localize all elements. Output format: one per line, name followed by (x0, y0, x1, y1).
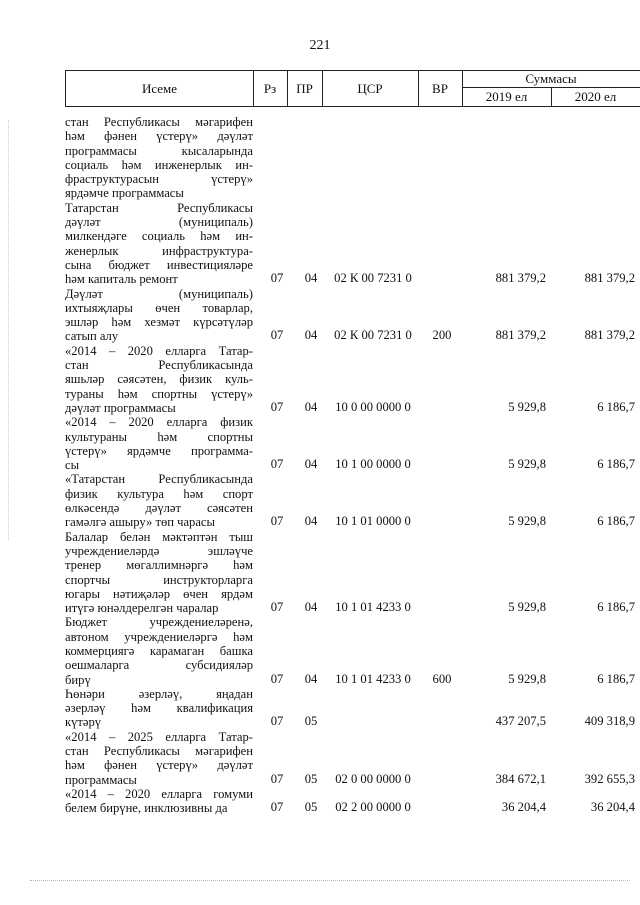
table-row (65, 201, 640, 287)
row-name-line: социаль һәм инженерлык ин- (65, 157, 253, 172)
row-pr: 04 (304, 671, 318, 686)
header-name (65, 70, 254, 107)
row-name-line: тураны һәм спортны үстерү» (65, 386, 253, 401)
table-row (65, 615, 640, 686)
row-name-line: Татарстан Республикасы (65, 200, 253, 215)
row-sum-2019: 5 929,8 (508, 600, 546, 615)
row-name-line: сына бюджет инвестицияләре (65, 257, 253, 272)
row-name-line: һәм капиталь ремонт (65, 272, 178, 287)
row-name (65, 201, 253, 287)
row-pr: 04 (304, 399, 318, 414)
row-pr: 05 (304, 771, 318, 786)
row-name-line: сы (65, 458, 80, 473)
row-rz: 07 (270, 271, 284, 286)
row-csr: 10 0 00 0000 0 (335, 399, 411, 414)
row-sum-2019: 5 929,8 (508, 399, 546, 414)
row-pr: 04 (304, 514, 318, 529)
row-name-line: культураны һәм спортны (65, 429, 253, 444)
header-csr (322, 70, 419, 107)
row-name (65, 530, 253, 616)
row-rz: 07 (270, 671, 284, 686)
row-sum-2019: 5 929,8 (508, 671, 546, 686)
header-2020-label: 2020 ел (574, 88, 617, 104)
row-sum-2019: 384 672,1 (495, 771, 546, 786)
row-rz: 07 (270, 600, 284, 615)
row-name-line: дәүләт программасы (65, 400, 176, 415)
row-name (65, 730, 253, 787)
table-row (65, 787, 640, 816)
row-name-line: спортчы инструкторларга (65, 572, 253, 587)
row-name-line: «2014 – 2025 елларга Татар- (65, 729, 253, 744)
row-sum-2020: 6 186,7 (597, 600, 635, 615)
table-body (65, 115, 640, 816)
row-name-line: ихтыяҗлары өчен товарлар, (65, 300, 253, 315)
table-row (65, 530, 640, 616)
header-pr-label: ПР (296, 80, 313, 96)
row-rz: 07 (270, 457, 284, 472)
row-pr: 04 (304, 328, 318, 343)
row-sum-2019: 5 929,8 (508, 457, 546, 472)
row-name (65, 615, 253, 686)
row-name-line: «Татарстан Республикасында (65, 472, 253, 487)
row-name-line: Һөнәри әзерләү, яңадан (65, 686, 253, 701)
row-name-line: программасы (65, 772, 137, 787)
row-name-line: сатып алу (65, 329, 119, 344)
row-pr: 04 (304, 271, 318, 286)
table-row (65, 472, 640, 529)
row-sum-2020: 6 186,7 (597, 457, 635, 472)
row-csr: 10 1 00 0000 0 (335, 457, 411, 472)
row-sum-2020: 6 186,7 (597, 671, 635, 686)
row-csr: 10 1 01 4233 0 (335, 671, 411, 686)
header-2020 (551, 87, 640, 107)
row-rz: 07 (270, 514, 284, 529)
row-name-line: һәм фәнен үстерү» дәүләт (65, 129, 253, 144)
row-csr: 02 К 00 7231 0 (334, 328, 412, 343)
row-vr: 200 (432, 328, 452, 343)
row-name-line: күтәрү (65, 715, 102, 730)
row-name-line: тренер мөгаллимнәргә һәм (65, 558, 253, 573)
row-name (65, 115, 253, 201)
row-pr: 05 (304, 800, 318, 815)
header-csr-label: ЦСР (357, 80, 383, 96)
row-name-line: әзерләү һәм квалификация (65, 701, 253, 716)
row-rz: 07 (270, 399, 284, 414)
row-name-line: стан Республикасы мәгарифен (65, 115, 253, 129)
header-2019 (462, 87, 552, 107)
header-rz (253, 70, 288, 107)
row-name-line: Балалар белән мәктәптән тыш (65, 529, 253, 544)
table-row (65, 115, 640, 201)
row-name-line: физик культура һәм спорт (65, 486, 253, 501)
table-row (65, 730, 640, 787)
row-name-line: өлкәсендә дәүләт сәясәтен (65, 501, 253, 516)
row-sum-2020: 6 186,7 (597, 399, 635, 414)
row-sum-2020: 881 379,2 (584, 271, 635, 286)
header-pr (287, 70, 323, 107)
row-name-line: Бюджет учреждениеләренә, (65, 615, 253, 630)
row-sum-2020: 409 318,9 (584, 714, 635, 729)
row-name-line: фраструктурасын үстерү» (65, 172, 253, 187)
row-name (65, 472, 253, 529)
table-row (65, 415, 640, 472)
row-csr: 02 0 00 0000 0 (335, 771, 411, 786)
row-pr: 05 (304, 714, 318, 729)
row-sum-2019: 5 929,8 (508, 514, 546, 529)
header-rz-label: Рз (263, 80, 277, 96)
row-rz: 07 (270, 771, 284, 786)
row-name-line: яшьләр сәясәтен, физик куль- (65, 372, 253, 387)
row-csr: 02 К 00 7231 0 (334, 271, 412, 286)
row-name-line: милкендәге социаль һәм ин- (65, 229, 253, 244)
header-sums-label: Суммасы (525, 71, 577, 86)
row-name-line: Дәүләт (муниципаль) (65, 286, 253, 301)
row-pr: 04 (304, 600, 318, 615)
scan-margin-mark (8, 120, 10, 540)
row-rz: 07 (270, 328, 284, 343)
row-pr: 04 (304, 457, 318, 472)
row-name-line: эшләр һәм хезмәт күрсәтүләр (65, 315, 253, 330)
row-sum-2019: 437 207,5 (495, 714, 546, 729)
row-name-line: итүгә юнәлдерелгән чаралар (65, 601, 219, 616)
row-sum-2019: 881 379,2 (495, 271, 546, 286)
table-row (65, 287, 640, 344)
header-vr (418, 70, 463, 107)
table-row (65, 687, 640, 730)
row-sum-2019: 881 379,2 (495, 328, 546, 343)
row-name (65, 687, 253, 730)
row-name (65, 344, 253, 415)
row-csr: 10 1 01 4233 0 (335, 600, 411, 615)
row-name-line: женерлык инфраструктура- (65, 243, 253, 258)
table-row (65, 344, 640, 415)
row-sum-2020: 36 204,4 (590, 800, 635, 815)
row-name (65, 415, 253, 472)
row-name-line: «2014 – 2020 елларга физик (65, 415, 253, 430)
row-name (65, 787, 253, 816)
header-vr-label: ВР (432, 80, 448, 96)
row-name-line: программасы кысаларында (65, 143, 253, 158)
row-name-line: «2014 – 2020 елларга гомуми (65, 786, 253, 801)
row-name-line: оешмаларга субсидияләр (65, 658, 253, 673)
header-name-label: Исеме (141, 80, 178, 96)
row-name-line: белем бирүнe, инклюзивны да (65, 801, 228, 816)
row-name-line: стан Республикасында (65, 358, 253, 373)
row-sum-2020: 6 186,7 (597, 514, 635, 529)
scan-bottom-edge (30, 880, 630, 882)
row-name-line: югары нәтиҗәләр өчен ярдәм (65, 586, 253, 601)
row-name-line: үстерү» ярдәмче программа- (65, 443, 253, 458)
row-name-line: учреждениеләрдә эшләүче (65, 543, 253, 558)
row-name (65, 287, 253, 344)
row-name-line: «2014 – 2020 елларга Татар- (65, 343, 253, 358)
row-name-line: автоном учреждениеләргә һәм (65, 629, 253, 644)
row-rz: 07 (270, 714, 284, 729)
row-sum-2020: 392 655,3 (584, 771, 635, 786)
row-name-line: һәм фәнен үстерү» дәүләт (65, 758, 253, 773)
header-sums (462, 70, 640, 88)
row-name-line: гамәлгә ашыру» төп чарасы (65, 515, 215, 530)
row-name-line: бирү (65, 672, 91, 687)
row-csr: 10 1 01 0000 0 (335, 514, 411, 529)
header-2019-label: 2019 ел (485, 88, 528, 104)
row-name-line: стан Республикасы мәгарифен (65, 744, 253, 759)
row-vr: 600 (432, 671, 452, 686)
page-number: 221 (309, 38, 331, 53)
row-name-line: дәүләт (муниципаль) (65, 215, 253, 230)
row-name-line: коммерциягә карамаган башка (65, 643, 253, 658)
row-sum-2019: 36 204,4 (501, 800, 546, 815)
row-rz: 07 (270, 800, 284, 815)
row-name-line: ярдәмче программасы (65, 186, 184, 201)
row-csr: 02 2 00 0000 0 (335, 800, 411, 815)
row-sum-2020: 881 379,2 (584, 328, 635, 343)
